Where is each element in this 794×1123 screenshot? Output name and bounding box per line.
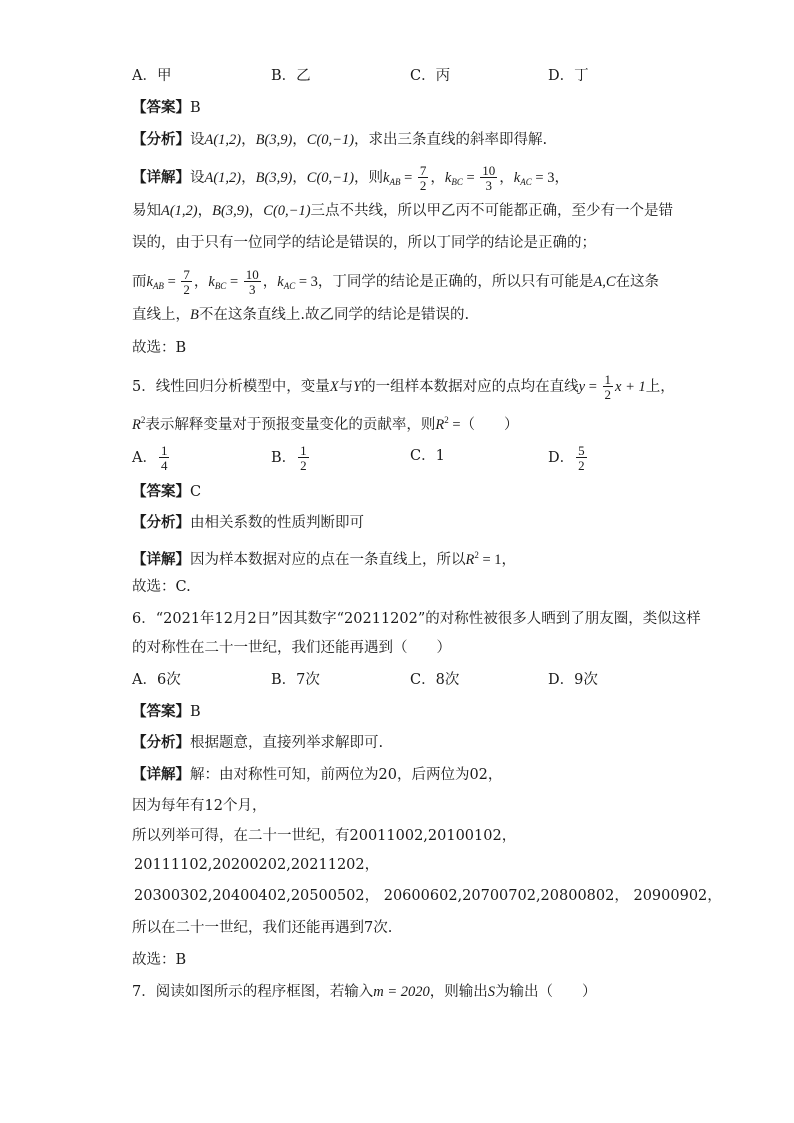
- r-squared: R: [435, 417, 445, 433]
- answer-value: C: [190, 484, 202, 500]
- analysis-tag: 【分析】: [132, 514, 190, 531]
- slope-k: k: [513, 170, 521, 186]
- text: 三点不共线，所以甲乙丙不可能都正确，至少有一个是错: [310, 203, 674, 219]
- point-b: B(3,9): [255, 170, 293, 186]
- output-s: S: [487, 984, 495, 1000]
- q4-detail-line4: 而$k_{AB}$ = $\frac{7}{2}$ ，$k_{BC}$ = $\frac{10}{3}$ ，$k_{AC} = 3$，丁同学的结论是正确的，所以只有可能是A,C在这条: [132, 267, 660, 297]
- fraction-7-2: $\frac{7}{2}$: [419, 163, 427, 193]
- analysis-tag: 【分析】: [132, 734, 190, 751]
- text: 不在这条直线上.故乙同学的结论是错误的.: [198, 307, 470, 323]
- q4-detail-line3: 误的，由于只有一位同学的结论是错误的，所以丁同学的结论是正确的；: [132, 235, 596, 251]
- equals-one: = 1: [478, 552, 502, 568]
- slope-sub: AC: [283, 281, 296, 291]
- q5-detail: [132, 545, 516, 570]
- q4-choose: 故选：B: [132, 340, 187, 356]
- analysis-post: ，求出三条直线的斜率即得解.: [354, 132, 548, 148]
- q4-detail-line5: [132, 305, 469, 325]
- r-squared: R: [132, 417, 141, 433]
- answer-tag: 【答案】: [132, 703, 190, 720]
- point-c: C(0,−1): [306, 170, 355, 186]
- detail-text: 因为样本数据对应的点在一条直线上，所以: [190, 552, 466, 568]
- equals: =: [448, 417, 461, 433]
- q4-detail-line2: 易知A(1,2)，B(3,9)，C(0,−1)三点不共线，所以甲乙丙不可能都正确，至少有一个是错: [132, 203, 674, 219]
- option-b: B．7次: [271, 672, 320, 688]
- option-c: C．丙: [410, 68, 451, 84]
- answer-tag: 【答案】: [132, 99, 190, 116]
- q5-stem: [132, 373, 675, 401]
- q4-analysis: 【分析】设A(1,2)，B(3,9)，C(0,−1)，求出三条直线的斜率即得解.: [132, 131, 548, 148]
- detail-tag: 【详解】: [132, 766, 190, 783]
- q6-detail-line5: 20300302,20400402,20500502， 20600602,20700702,20800802， 20900902，: [134, 888, 722, 904]
- text: 为输出（ ）: [495, 984, 597, 1000]
- text: 而: [132, 274, 147, 290]
- slope-k: k: [444, 170, 452, 186]
- point-c: C(0,−1): [263, 203, 311, 219]
- slope-sub: AC: [520, 177, 532, 187]
- q5-analysis: [132, 513, 364, 533]
- fraction-1-4: $\frac{1}{4}$: [160, 443, 168, 473]
- answer-value: B: [190, 100, 201, 116]
- text: 7．阅读如图所示的程序框图，若输入: [132, 984, 374, 1000]
- point-b-label: B: [190, 307, 199, 323]
- slope-k: k: [277, 274, 284, 290]
- text: 易知: [132, 203, 161, 219]
- text: ，则输出: [429, 984, 488, 1000]
- q6-detail: [132, 765, 502, 785]
- line-rhs: x + 1: [615, 379, 646, 395]
- square: 2: [140, 415, 146, 425]
- text: 在这条: [615, 274, 660, 290]
- q6-detail-line4: 20111102,20200202,20211202，: [134, 857, 380, 873]
- option-a: A．6次: [132, 672, 181, 688]
- detail-tag: 【详解】: [132, 551, 190, 568]
- equals: =: [400, 170, 416, 186]
- detail-pre: 设: [190, 170, 205, 186]
- equals: =: [295, 274, 311, 290]
- option-a: A． $\frac{1}{4}$: [132, 443, 168, 473]
- square: 2: [444, 415, 449, 425]
- detail-tag: 【详解】: [132, 169, 190, 186]
- analysis-tag: 【分析】: [132, 131, 190, 148]
- square: 2: [474, 550, 479, 560]
- slope-k: k: [208, 274, 215, 290]
- q6-detail-line6: 所以在二十一世纪，我们还能再遇到7次.: [132, 920, 393, 936]
- value-3: 3: [310, 274, 318, 290]
- q4-answer: [132, 98, 201, 118]
- q5-stem-line2: [132, 410, 519, 435]
- point-a: A(1,2): [204, 132, 242, 148]
- text: ，丁同学的结论是正确的，所以只有可能是: [317, 274, 594, 290]
- r-squared: R: [465, 552, 475, 568]
- points-ac: A,C: [593, 274, 616, 290]
- option-a: A．甲: [132, 68, 172, 84]
- q4-detail: 【详解】设A(1,2)，B(3,9)，C(0,−1)，则$k_{AB}$ = $\frac{7}{2}$ ，$k_{BC}$ = $\frac{10}{3}$ ，$k_{AC} = 3$，: [132, 163, 569, 193]
- fraction-1-2: $\frac{1}{2}$: [604, 372, 612, 402]
- analysis-text: 根据题意，直接列举求解即可.: [190, 735, 384, 751]
- point-b: B(3,9): [212, 203, 249, 219]
- fraction-5-2: $\frac{5}{2}$: [578, 443, 585, 473]
- detail-mid: ，则: [354, 170, 384, 186]
- analysis-text: 由相关系数的性质判断即可: [190, 515, 364, 531]
- text: 与: [338, 379, 354, 395]
- input-m: m = 2020: [373, 984, 430, 1000]
- point-b: B(3,9): [255, 132, 293, 148]
- q6-detail-line3: 所以列举可得，在二十一世纪，有20011002,20100102，: [132, 828, 517, 844]
- q6-stem: 6．“2021年12月2日”因其数字“20211202”的对称性被很多人晒到了朋友圈，类似这样: [132, 611, 701, 627]
- text: 直线上，: [132, 307, 190, 323]
- slope-sub: BC: [214, 281, 227, 291]
- slope-k: k: [383, 170, 390, 186]
- value-3: 3: [547, 170, 555, 186]
- text: 5．线性回归分析模型中，变量: [132, 379, 330, 395]
- point-a: A(1,2): [204, 170, 242, 186]
- q7-stem: [132, 982, 597, 1002]
- text: 的一组样本数据对应的点均在直线: [361, 379, 579, 395]
- q6-stem-line2: 的对称性在二十一世纪，我们还能再遇到（ ）: [132, 640, 451, 656]
- var-x: X: [329, 379, 339, 395]
- point-a: A(1,2): [161, 203, 198, 219]
- slope-sub: AB: [389, 177, 401, 187]
- slope-sub: AB: [152, 281, 164, 291]
- q5-answer: [132, 482, 201, 502]
- q5-choose: 故选：C.: [132, 579, 191, 595]
- q6-choose: 故选：B: [132, 952, 187, 968]
- q6-detail-line2: 因为每年有12个月，: [132, 798, 267, 814]
- text: ，: [501, 552, 517, 568]
- answer-value: B: [190, 704, 201, 720]
- equals: =: [226, 274, 242, 290]
- fraction-10-3: $\frac{10}{3}$: [482, 163, 496, 193]
- point-c: C(0,−1): [306, 132, 355, 148]
- var-y: Y: [353, 379, 362, 395]
- slope-k: k: [146, 274, 153, 290]
- equals: =: [163, 274, 180, 290]
- equals: =: [531, 170, 548, 186]
- fraction-1-2: $\frac{1}{2}$: [300, 443, 307, 473]
- text: 上，: [645, 379, 675, 395]
- option-b: B．乙: [271, 68, 311, 84]
- q6-answer: [132, 702, 201, 722]
- equals: =: [585, 379, 601, 395]
- line-y: y: [578, 379, 586, 395]
- q6-analysis: [132, 733, 383, 753]
- text: （ ）: [460, 417, 519, 433]
- fraction-10-3: $\frac{10}{3}$: [245, 267, 259, 297]
- analysis-pre: 设: [190, 132, 205, 148]
- slope-sub: BC: [451, 177, 463, 187]
- equals: =: [462, 170, 479, 186]
- option-d: D． $\frac{5}{2}$: [548, 443, 585, 473]
- fraction-7-2: $\frac{7}{2}$: [183, 267, 190, 297]
- option-d: D．9次: [548, 672, 598, 688]
- option-d: D．丁: [548, 68, 589, 84]
- detail-text: 解：由对称性可知，前两位为20，后两位为02，: [190, 767, 503, 783]
- option-c: C．8次: [410, 672, 460, 688]
- option-c: C．1: [410, 448, 445, 464]
- text: 表示解释变量对于预报变量变化的贡献率，则: [145, 417, 436, 433]
- option-b: B． $\frac{1}{2}$: [271, 443, 307, 473]
- answer-tag: 【答案】: [132, 483, 190, 500]
